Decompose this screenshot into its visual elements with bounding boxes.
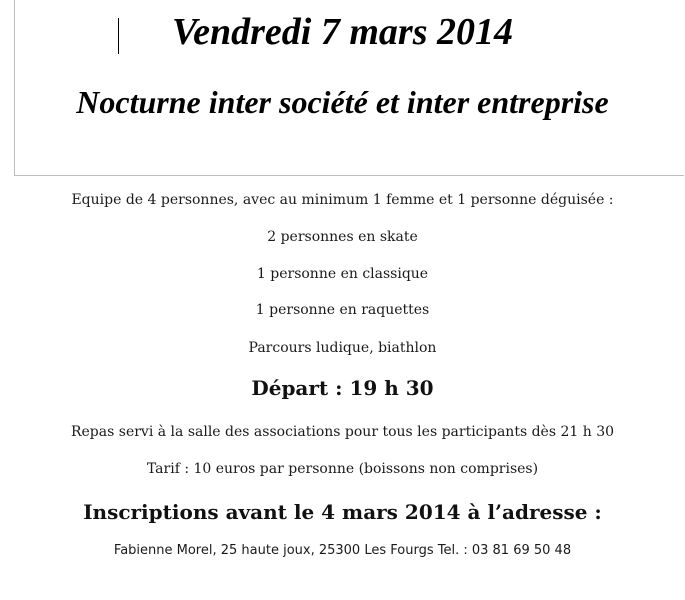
- parcours-line: Parcours ludique, biathlon: [248, 340, 437, 356]
- departure-time: Départ : 19 h 30: [251, 376, 434, 400]
- event-name-title: Nocturne inter société et inter entreprise: [76, 84, 609, 120]
- contact-address: Fabienne Morel, 25 haute joux, 25300 Les Fourgs Tel. : 03 81 69 50 48: [113, 543, 572, 558]
- raquettes-line: 1 personne en raquettes: [255, 302, 430, 318]
- event-date-title: Vendredi 7 mars 2014: [172, 11, 513, 53]
- price-info: Tarif : 10 euros par personne (boissons non comprises): [146, 461, 539, 477]
- classique-line: 1 personne en classique: [256, 266, 429, 282]
- team-composition-text: Equipe de 4 personnes, avec au minimum 1 femme et 1 personne déguisée :: [71, 192, 614, 208]
- skate-line: 2 personnes en skate: [267, 229, 418, 245]
- meal-info: Repas servi à la salle des associations pour tous les participants dès 21 h 30: [70, 424, 615, 440]
- registration-deadline: Inscriptions avant le 4 mars 2014 à l’adresse :: [83, 500, 602, 524]
